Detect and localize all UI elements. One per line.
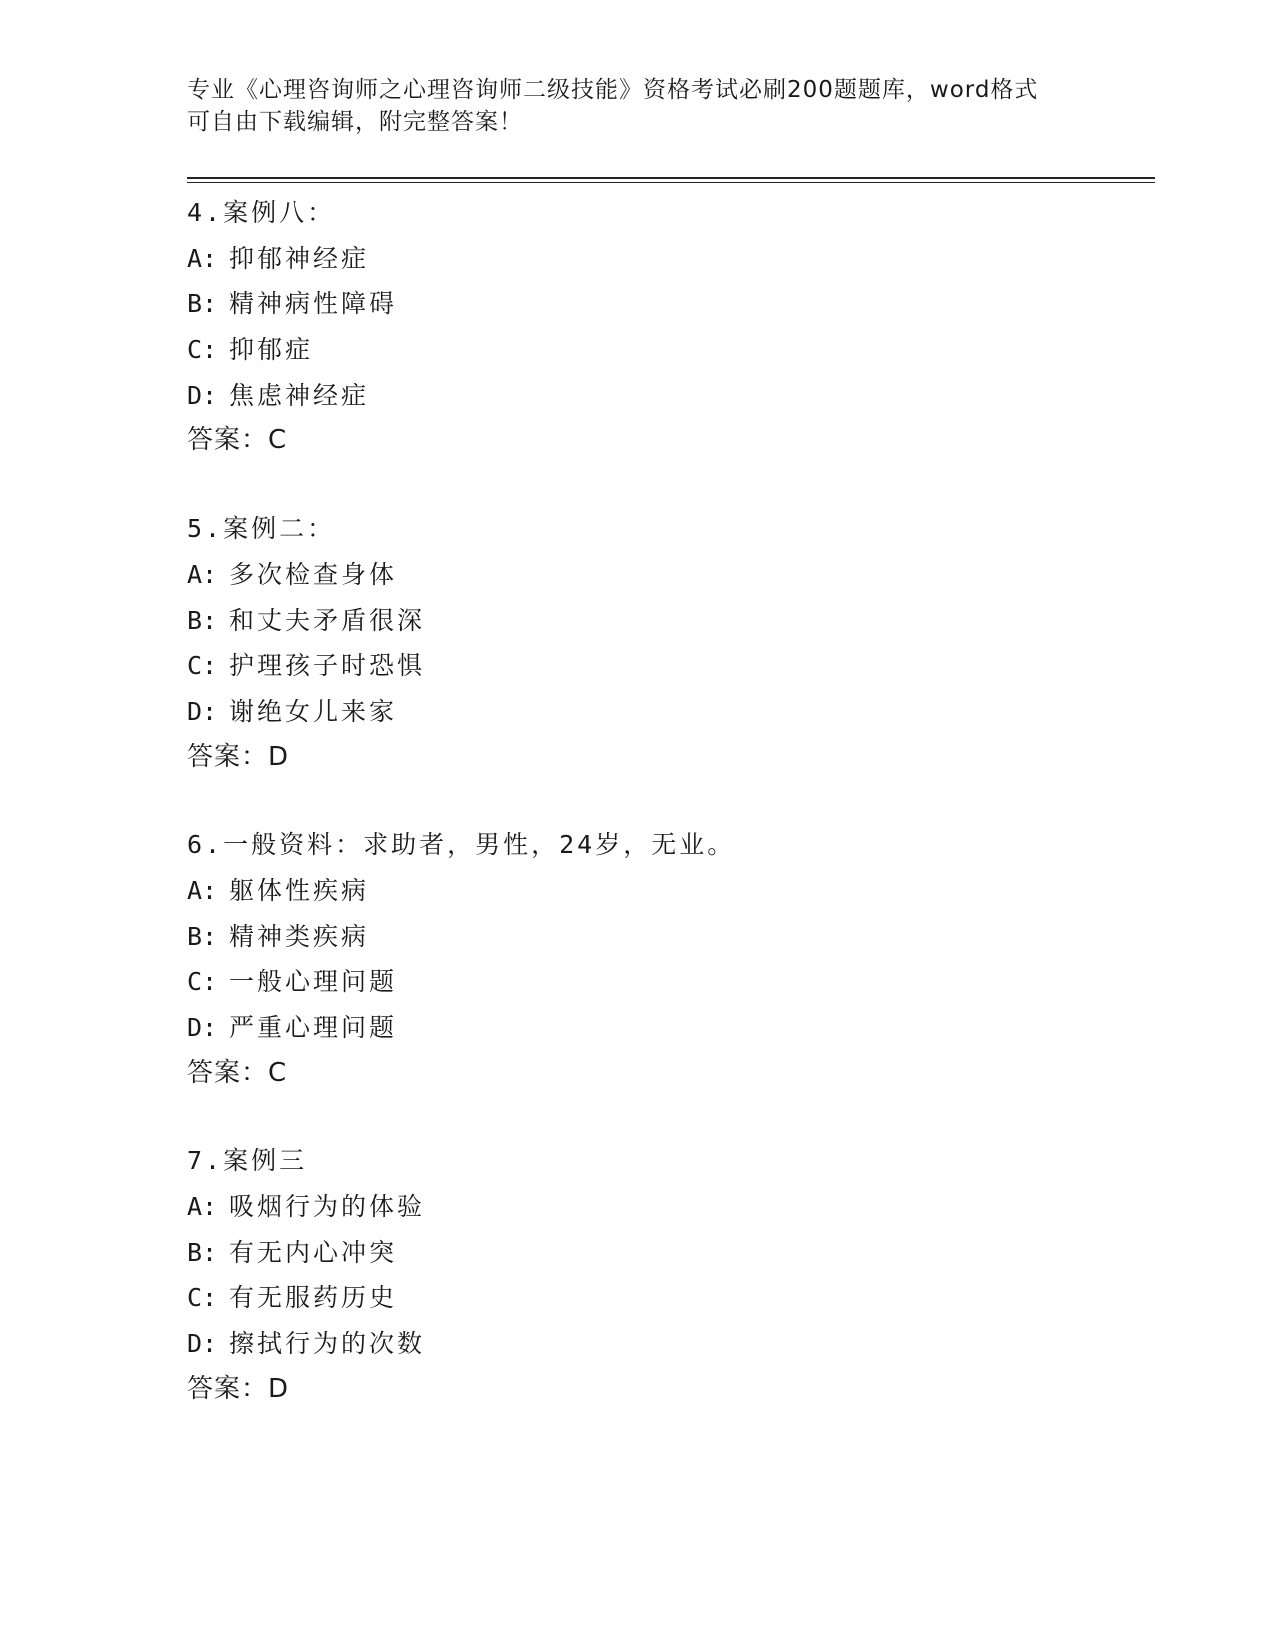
answer-line: 答案：D <box>187 741 290 772</box>
option-letter: C: <box>187 651 218 681</box>
option-d <box>187 689 1147 735</box>
option-a <box>187 1184 1147 1230</box>
option-c <box>187 643 1147 689</box>
header-title-line-2: 可自由下载编辑，附完整答案！ <box>187 109 523 135</box>
answer-line: 答案：C <box>187 425 288 456</box>
option-c <box>187 327 1147 373</box>
option-c <box>187 1275 1147 1321</box>
option-text: 谢绝女儿来家 <box>229 696 398 726</box>
option-c <box>187 959 1147 1005</box>
option-d <box>187 373 1147 419</box>
option-letter: A: <box>187 875 218 905</box>
option-letter: C: <box>187 967 218 997</box>
option-text: 擦拭行为的次数 <box>229 1329 426 1359</box>
option-letter: B: <box>187 1237 218 1267</box>
option-text: 精神类疾病 <box>229 921 370 951</box>
option-text: 有无服药历史 <box>229 1283 398 1313</box>
question-6 <box>187 822 1147 1096</box>
option-text: 严重心理问题 <box>229 1013 398 1042</box>
option-b <box>187 914 1147 960</box>
option-text: 多次检查身体 <box>229 559 398 589</box>
option-text: 抑郁神经症 <box>229 243 370 273</box>
option-letter: B: <box>187 605 218 635</box>
answer-line: 答案：D <box>187 1373 290 1404</box>
option-text: 精神病性障碍 <box>229 289 398 319</box>
option-a <box>187 552 1147 598</box>
option-b <box>187 1230 1147 1276</box>
header-divider-thin <box>187 182 1155 183</box>
option-letter: A: <box>187 243 218 273</box>
header-divider-thick <box>187 177 1155 179</box>
option-letter: D: <box>187 1013 218 1042</box>
question-list <box>187 190 1147 1455</box>
option-text: 焦虑神经症 <box>229 380 370 410</box>
option-text: 躯体性疾病 <box>229 875 370 905</box>
option-b <box>187 281 1147 327</box>
option-letter: B: <box>187 921 218 951</box>
question-stem: 5.案例二： <box>187 514 336 544</box>
document-header <box>187 74 1087 138</box>
answer-line: 答案：C <box>187 1057 288 1088</box>
option-letter: B: <box>187 289 218 319</box>
option-a <box>187 868 1147 914</box>
option-letter: D: <box>187 696 218 726</box>
option-d <box>187 1005 1147 1051</box>
header-title-line-1: 专业《心理咨询师之心理咨询师二级技能》资格考试必刷200题题库，word格式 <box>187 77 1039 103</box>
question-5 <box>187 506 1147 780</box>
option-text: 抑郁症 <box>229 335 314 365</box>
question-stem: 4.案例八： <box>187 198 336 227</box>
option-d <box>187 1321 1147 1367</box>
option-letter: A: <box>187 559 218 589</box>
option-text: 一般心理问题 <box>229 967 398 997</box>
option-text: 和丈夫矛盾很深 <box>229 605 426 635</box>
question-4 <box>187 190 1147 464</box>
option-a <box>187 236 1147 282</box>
option-letter: C: <box>187 1283 218 1313</box>
option-letter: D: <box>187 1329 218 1359</box>
option-letter: D: <box>187 380 218 410</box>
option-text: 护理孩子时恐惧 <box>229 651 426 681</box>
question-7 <box>187 1138 1147 1412</box>
option-b <box>187 598 1147 644</box>
question-stem: 6.一般资料：求助者，男性，24岁，无业。 <box>187 830 736 860</box>
option-letter: A: <box>187 1192 218 1222</box>
option-text: 有无内心冲突 <box>229 1237 398 1267</box>
option-letter: C: <box>187 335 218 365</box>
option-text: 吸烟行为的体验 <box>229 1192 426 1222</box>
question-stem: 7.案例三 <box>187 1146 308 1176</box>
